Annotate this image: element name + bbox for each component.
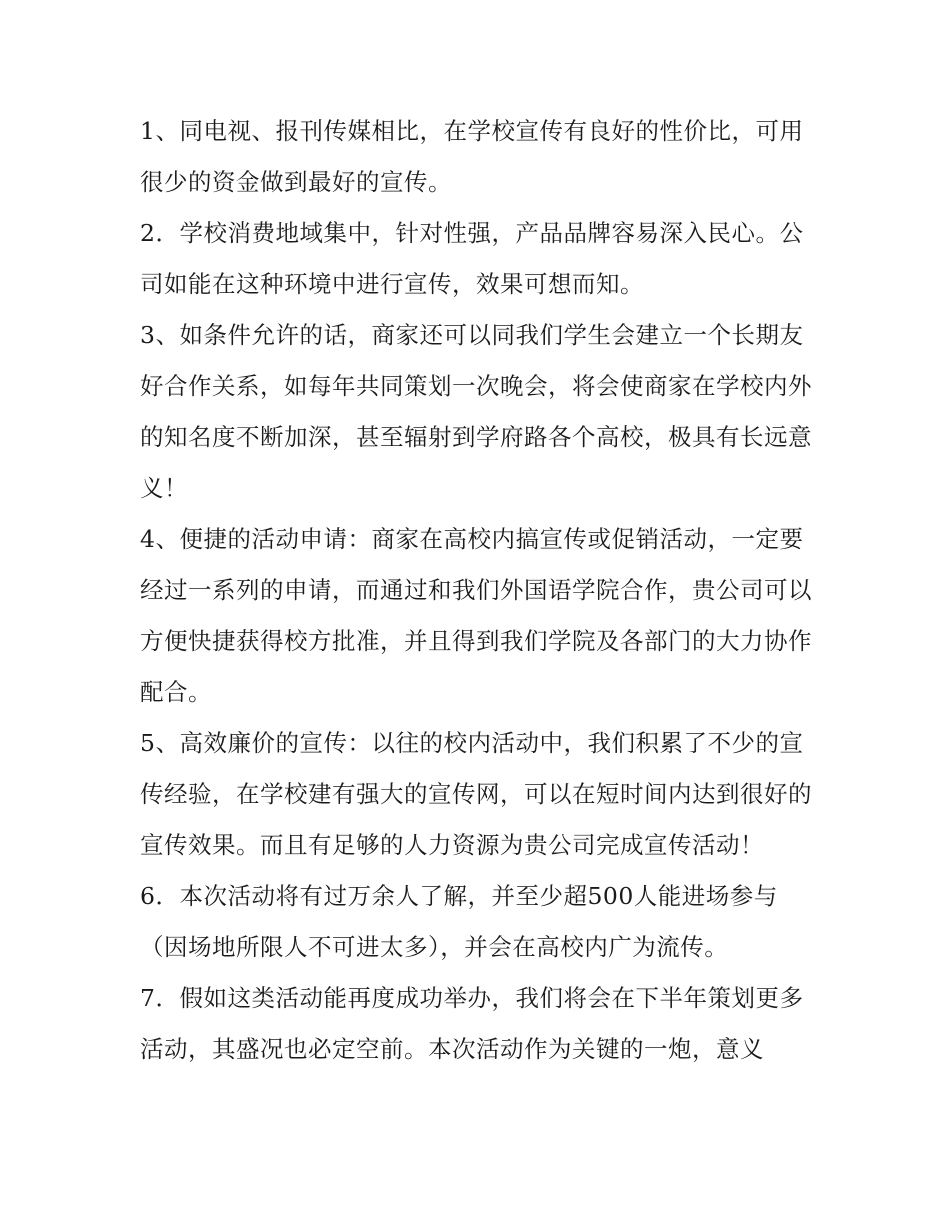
paragraph-1: 1、同电视、报刊传媒相比，在学校宣传有良好的性价比，可用很少的资金做到最好的宣传。 — [140, 117, 804, 196]
paragraph-6: 6．本次活动将有过万余人了解，并至少超500人能进场参与（因场地所限人不可进太多），并会在高校内广为流传。 — [140, 882, 778, 961]
paragraph-5: 5、高效廉价的宣传：以往的校内活动中，我们积累了不少的宣传经验，在学校建有强大的宣传网，可以在短时间内达到很好的宣传效果。而且有足够的人力资源为贵公司完成宣传活动！ — [140, 729, 812, 859]
document-body — [140, 106, 820, 1075]
paragraph-2: 2．学校消费地域集中，针对性强，产品品牌容易深入民心。公司如能在这种环境中进行宣传，效果可想而知。 — [140, 219, 804, 298]
paragraph-3: 3、如条件允许的话，商家还可以同我们学生会建立一个长期友好合作关系，如每年共同策划一次晚会，将会使商家在学校内外的知名度不断加深，甚至辐射到学府路各个高校，极具有长远意义！ — [140, 321, 812, 502]
paragraph-7: 7．假如这类活动能再度成功举办，我们将会在下半年策划更多活动，其盛况也必定空前。本次活动作为关键的一炮，意义 — [140, 984, 804, 1063]
paragraph-4: 4、便捷的活动申请：商家在高校内搞宣传或促销活动，一定要经过一系列的申请，而通过和我们外国语学院合作，贵公司可以方便快捷获得校方批准，并且得到我们学院及各部门的大力协作配合。 — [140, 525, 812, 706]
